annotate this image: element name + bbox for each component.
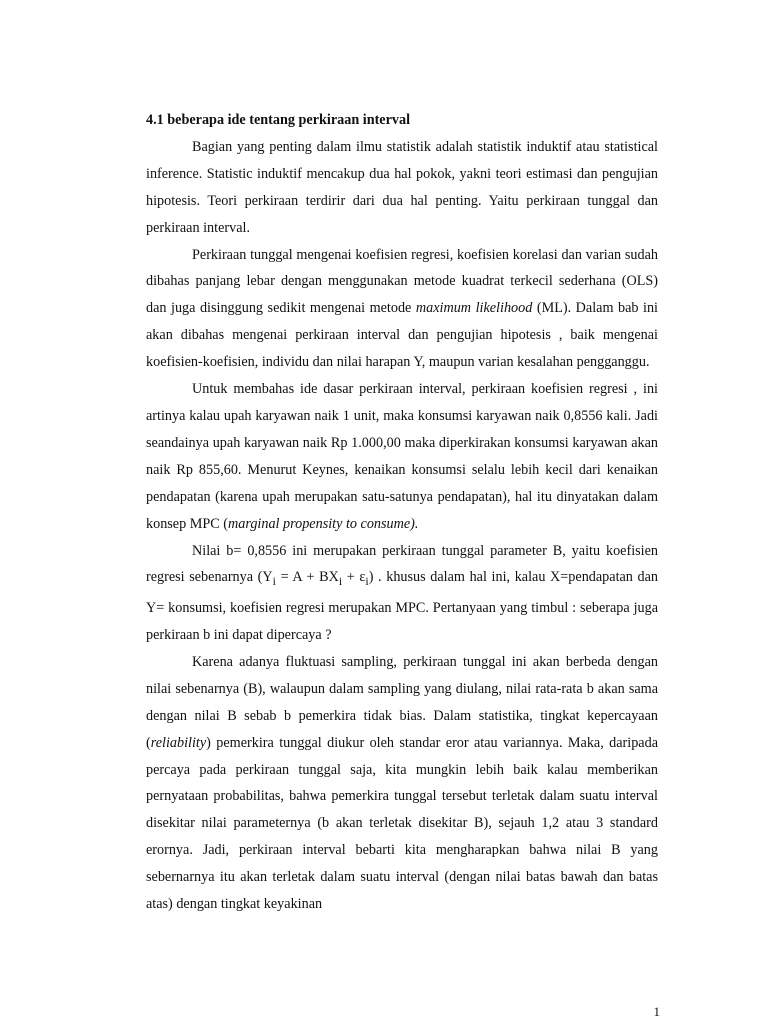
paragraph-5-text-a: Karena adanya fluktuasi sampling, perkiraan tunggal ini akan berbeda dengan nilai sebenarnya (B), walaupun dalam sampling yang diulang, nilai rata-rata b akan sama dengan nilai B sebab b pemerkira tidak bias. Dalam statistika, tingkat kepercayaan ( [146,653,658,751]
paragraph-2-text-c: (ML). Dalam bab ini akan dibahas mengenai perkiraan interval dan pengujian hipotesis , baik mengenai koefisien-koefisien, individu dan nilai harapan Y, maupun varian kesalahan pengganggu. [146,300,658,371]
paragraph-4-text-c: + ε [342,569,366,586]
paragraph-4-text-d: ) . khusus dalam hal ini, kalau X=pendapatan dan Y= konsumsi, koefisien regresi merupakan MPC. Pertanyaan yang timbul : seberapa juga perkiraan b ini dapat dipercaya ? [146,569,659,644]
paragraph-4-subscript-2: i [338,574,343,589]
paragraph-2-italic-term: maximum likelihood [415,300,533,317]
paragraph-4-subscript-3: i [365,574,369,589]
paragraph-5 [146,649,658,918]
paragraph-3-text-a: Untuk membahas ide dasar perkiraan interval, perkiraan koefisien regresi , ini artinya kalau upah karyawan naik 1 unit, maka konsumsi karyawan naik 0,8556 kali. Jadi seandainya upah karyawan naik Rp 1.000,00 maka diperkirakan konsumsi karyawan akan naik Rp 855,60. Menurut Keynes, kenaikan konsumsi selalu lebih kecil dari kenaikan pendapatan (karena upah merupakan satu-satunya pendapatan), hal itu dinyatakan dalam konsep MPC ( [146,381,658,532]
paragraph-4-text-b: = A + BX [275,569,339,586]
paragraph-2-text-a: Perkiraan tunggal mengenai koefisien regresi, koefisien korelasi dan varian sudah dibahas panjang lebar dengan menggunakan metode kuadrat terkecil sederhana (OLS) dan juga disinggung sedikit mengenai metode [146,246,658,317]
paragraph-4 [146,538,658,649]
paragraph-3 [146,376,658,537]
paragraph-5-italic-term: reliability [150,734,207,751]
section-heading: 4.1 beberapa ide tentang perkiraan interval [146,112,411,128]
paragraph-5-text-c: ) pemerkira tunggal diukur oleh standar eror atau variannya. Maka, daripada percaya pada perkiraan tunggal saja, kita mungkin lebih baik kalau memberikan pernyataan probabilitas, bahwa pemerkira tunggal tersebut terletak dalam suatu interval disekitar nilai parameternya (b akan terletak disekitar B), sejauh 1,2 atau 3 standard erornya. Jadi, perkiraan interval bebarti kita mengharapkan bahwa nilai B yang sebernarnya itu akan terletak dalam suatu interval (dengan nilai batas bawah dan batas atas) dengan tingkat keyakinan [146,734,658,913]
paragraph-2 [146,242,658,377]
page-content [146,107,658,918]
paragraph-4-subscript-1: i [272,574,276,589]
paragraph-4-text-a: Nilai b= 0,8556 ini merupakan perkiraan tunggal parameter B, yaitu koefisien regresi sebenarnya (Y [146,542,658,586]
page-number: 1 [653,1004,660,1019]
paragraph-1 [146,134,658,242]
paragraph-3-italic-term: marginal propensity to consume). [227,515,419,532]
paragraph-1-text: Bagian yang penting dalam ilmu statistik adalah statistik induktif atau statistical inference. Statistic induktif mencakup dua hal pokok, yakni teori estimasi dan pengujian hipotesis. Teori perkiraan terdirir dari dua hal penting. Yaitu perkiraan tunggal dan perkiraan interval. [146,138,658,236]
